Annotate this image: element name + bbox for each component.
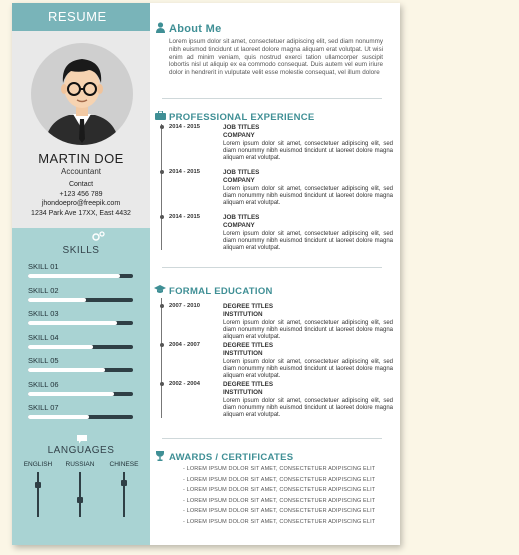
timeline-dot (160, 170, 164, 174)
entry-title: DEGREE TITLES (223, 303, 274, 310)
timeline-dot (160, 125, 164, 129)
entry-title: JOB TITLES (223, 214, 260, 221)
entry-subtitle: INSTITUTION (223, 388, 263, 396)
gears-icon (92, 231, 106, 242)
language-slider-track (79, 472, 81, 517)
entry-subtitle: INSTITUTION (223, 310, 263, 318)
skill-bar-fill (28, 345, 93, 349)
entry-description: Lorem ipsum dolor sit amet, consectetuer adipiscing elit, sed diam nonummy nibh euismod tincidunt ut laoreet dolore magna aliquam erat volutpat. (223, 359, 393, 379)
skill-bar-fill (28, 298, 86, 302)
skill-bar-fill (28, 415, 89, 419)
section-divider (162, 267, 382, 268)
skill-item (28, 262, 135, 278)
skill-bar (28, 298, 133, 302)
entry-date: 2007 - 2010 (169, 303, 200, 309)
skill-bar (28, 368, 133, 372)
language-slider-knob (35, 482, 41, 488)
briefcase-icon (155, 111, 166, 120)
timeline-dot (160, 343, 164, 347)
skill-bar-fill (28, 368, 105, 372)
entry-description: Lorem ipsum dolor sit amet, consectetuer adipiscing elit, sed diam nonummy nibh euismod tincidunt ut laoreet dolore magna aliquam erat volutpat. (223, 231, 393, 251)
skill-bar-fill (28, 274, 120, 278)
experience-timeline (161, 124, 162, 250)
resume-title: RESUME (12, 3, 150, 31)
timeline-dot (160, 215, 164, 219)
skill-label: SKILL 02 (28, 285, 59, 295)
award-item: - LOREM IPSUM DOLOR SIT AMET, CONSECTETUER ADIPISCING ELIT (183, 466, 376, 472)
entry-date: 2014 - 2015 (169, 169, 200, 175)
awards-title: AWARDS / CERTIFICATES (169, 452, 294, 463)
address: 1234 Park Ave 17XX, East 4432 (31, 209, 131, 217)
skill-bar (28, 392, 133, 396)
language-slider-knob (121, 480, 127, 486)
entry-title: JOB TITLES (223, 124, 260, 131)
entry-description: Lorem ipsum dolor sit amet, consectetuer adipiscing elit, sed diam nonummy nibh euismod tincidunt ut laoreet dolore magna aliquam erat volutpat. (223, 141, 393, 161)
skill-item (28, 403, 135, 419)
speech-bubble-icon (76, 434, 88, 444)
skill-label: SKILL 06 (28, 379, 59, 389)
education-timeline (161, 298, 162, 418)
person-illustration (31, 43, 133, 145)
entry-description: Lorem ipsum dolor sit amet, consectetuer adipiscing elit, sed diam nonummy nibh euismod tincidunt ut laoreet dolore magna aliquam erat volutpat. (223, 320, 393, 340)
avatar (31, 43, 133, 145)
entry-subtitle: COMPANY (223, 131, 255, 139)
about-text: Lorem ipsum dolor sit amet, consectetuer adipiscing elit, sed diam nonummy nibh euismod tincidunt ut laoreet dolore magna aliquam erat volutpat. Ut wisi enim ad minim veniam, quis nostrud exerci tation ullamcorper suscipit lobortis nisl ut aliquip ex ea commodo consequat. Duis autem vel eum iriure dolor in hendrerit in vulputate velit esse molestie consequat, vel illum dolore (169, 38, 383, 77)
section-divider (162, 438, 382, 439)
entry-subtitle: COMPANY (223, 176, 255, 184)
award-item: - LOREM IPSUM DOLOR SIT AMET, CONSECTETUER ADIPISCING ELIT (183, 476, 376, 483)
experience-title: PROFESSIONAL EXPERIENCE (169, 112, 315, 123)
job-title: Accountant (60, 167, 102, 176)
entry-description: Lorem ipsum dolor sit amet, consectetuer adipiscing elit, sed diam nonummy nibh euismod tincidunt ut laoreet dolore magna aliquam erat volutpat. (223, 186, 393, 206)
phone: +123 456 789 (59, 190, 103, 198)
skill-item (28, 380, 135, 396)
skill-item (28, 356, 135, 372)
about-title: About Me (169, 23, 222, 35)
skill-label: SKILL 05 (28, 356, 59, 365)
trophy-icon (156, 451, 164, 461)
award-item: - LOREM IPSUM DOLOR SIT AMET, CONSECTETUER ADIPISCING ELIT (183, 487, 376, 493)
entry-date: 2014 - 2015 (169, 124, 200, 130)
timeline-dot (160, 382, 164, 386)
skills-panel (12, 228, 150, 545)
entry-subtitle: INSTITUTION (223, 349, 263, 357)
contact-block (12, 180, 150, 218)
skill-bar (28, 345, 133, 349)
languages-title: LANGUAGES (47, 445, 115, 456)
skill-item (28, 309, 135, 325)
skill-label: SKILL 07 (28, 403, 59, 412)
skill-bar (28, 321, 133, 325)
language-label: CHINESE (109, 461, 139, 468)
language-slider-track (37, 472, 39, 517)
contact-title: Contact (68, 181, 94, 188)
language-label: RUSSIAN (65, 461, 95, 468)
skill-label: SKILL 03 (28, 309, 59, 318)
section-divider (162, 98, 382, 99)
skill-bar (28, 274, 133, 278)
person-icon (156, 22, 165, 33)
language-label: ENGLISH (23, 461, 53, 468)
entry-date: 2002 - 2004 (169, 381, 200, 387)
entry-title: DEGREE TITLES (223, 342, 274, 349)
award-item: - LOREM IPSUM DOLOR SIT AMET, CONSECTETUER ADIPISCING ELIT (183, 508, 376, 514)
award-item: - LOREM IPSUM DOLOR SIT AMET, CONSECTETUER ADIPISCING ELIT (183, 497, 376, 504)
entry-title: DEGREE TITLES (223, 381, 274, 388)
email: jhondoepro@freepik.com (41, 200, 121, 207)
person-name: MARTIN DOE (38, 151, 124, 166)
entry-description: Lorem ipsum dolor sit amet, consectetuer adipiscing elit, sed diam nonummy nibh euismod tincidunt ut laoreet dolore magna aliquam erat volutpat. (223, 398, 393, 418)
skill-bar-fill (28, 321, 117, 325)
skill-label: SKILL 04 (28, 332, 59, 342)
skill-item (28, 333, 135, 349)
language-slider-track (123, 472, 125, 517)
skills-title: SKILLS (62, 245, 100, 256)
resume-paper (12, 3, 400, 545)
skill-bar (28, 415, 133, 419)
skill-bar-fill (28, 392, 114, 396)
skill-label: SKILL 01 (28, 262, 59, 271)
entry-title: JOB TITLES (223, 169, 260, 176)
skill-item (28, 286, 135, 302)
entry-subtitle: COMPANY (223, 221, 255, 229)
entry-date: 2004 - 2007 (169, 342, 200, 348)
language-slider-knob (77, 497, 83, 503)
timeline-dot (160, 304, 164, 308)
education-title: FORMAL EDUCATION (169, 286, 273, 297)
main-content (150, 3, 400, 545)
award-item: - LOREM IPSUM DOLOR SIT AMET, CONSECTETUER ADIPISCING ELIT (183, 518, 376, 525)
entry-date: 2014 - 2015 (169, 214, 200, 220)
graduation-cap-icon (154, 285, 166, 294)
sidebar (12, 3, 150, 545)
